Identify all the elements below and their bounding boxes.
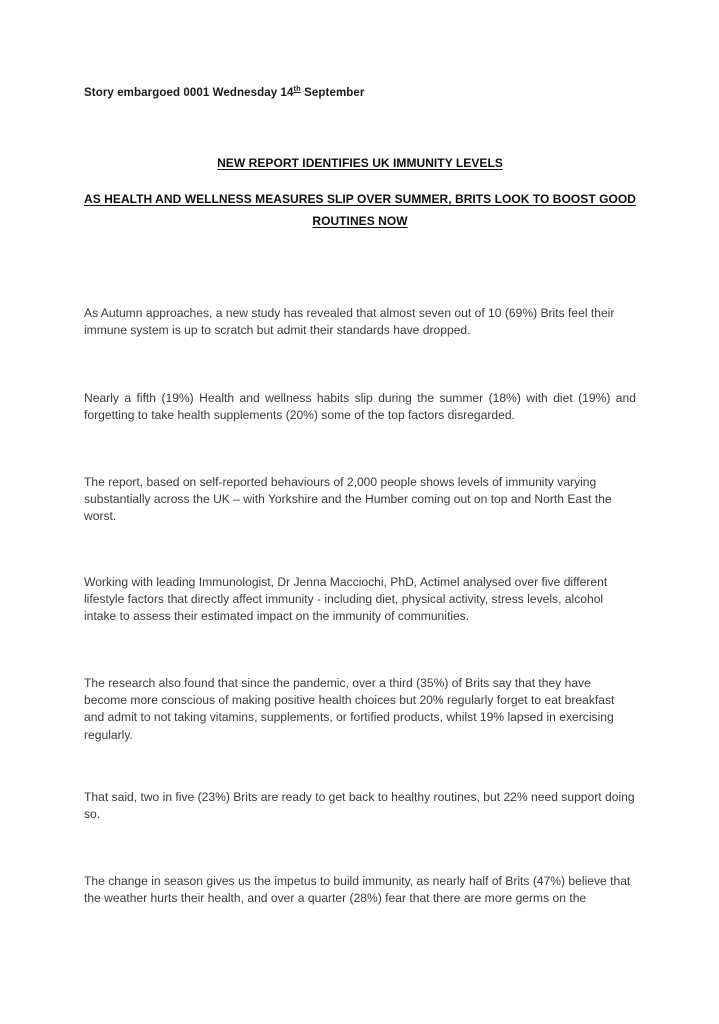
headline-secondary-line-2: ROUTINES NOW <box>312 214 408 228</box>
embargo-line <box>84 85 636 101</box>
embargo-prefix: Story embargoed 0001 Wednesday 14 <box>84 87 294 99</box>
body-paragraph-5: The research also found that since the pandemic, over a third (35%) of Brits say that they have become more conscious of making positive health choices but 20% regularly forget to eat breakfast and admit to not taking vitamins, supplements, or fortified products, whilst 19% lapsed in exercising regularly. <box>84 676 615 742</box>
embargo-ordinal-suffix: th <box>293 84 301 94</box>
embargo-suffix: September <box>300 87 365 99</box>
headline-secondary <box>84 188 636 232</box>
body-paragraph-1: As Autumn approaches, a new study has revealed that almost seven out of 10 (69%) Brits feel their immune system is up to scratch but admit their standards have dropped. <box>84 306 615 338</box>
headline-primary <box>84 152 636 174</box>
body-paragraph-6: That said, two in five (23%) Brits are ready to get back to healthy routines, but 22% need support doing so. <box>84 790 635 822</box>
body-paragraph-4: Working with leading Immunologist, Dr Jenna Macciochi, PhD, Actimel analysed over five different lifestyle factors that directly affect immunity - including diet, physical activity, stress levels, alcohol intake to assess their estimated impact on the immunity of communities. <box>84 575 608 624</box>
body-paragraph-2: Nearly a fifth (19%) Health and wellness habits slip during the summer (18%) with diet (19%) and forgetting to take health supplements (20%) some of the top factors disregarded. <box>84 391 636 423</box>
headline-secondary-line-1: AS HEALTH AND WELLNESS MEASURES SLIP OVER SUMMER, BRITS LOOK TO BOOST GOOD <box>84 192 636 206</box>
headline-primary-text: NEW REPORT IDENTIFIES UK IMMUNITY LEVELS <box>217 156 503 170</box>
body-paragraph-3: The report, based on self-reported behaviours of 2,000 people shows levels of immunity varying substantially across the UK – with Yorkshire and the Humber coming out on top and North East the worst. <box>84 475 612 524</box>
body-paragraph-7: The change in season gives us the impetus to build immunity, as nearly half of Brits (47%) believe that the weather hurts their health, and over a quarter (28%) fear that there are more germs on the <box>84 874 631 906</box>
